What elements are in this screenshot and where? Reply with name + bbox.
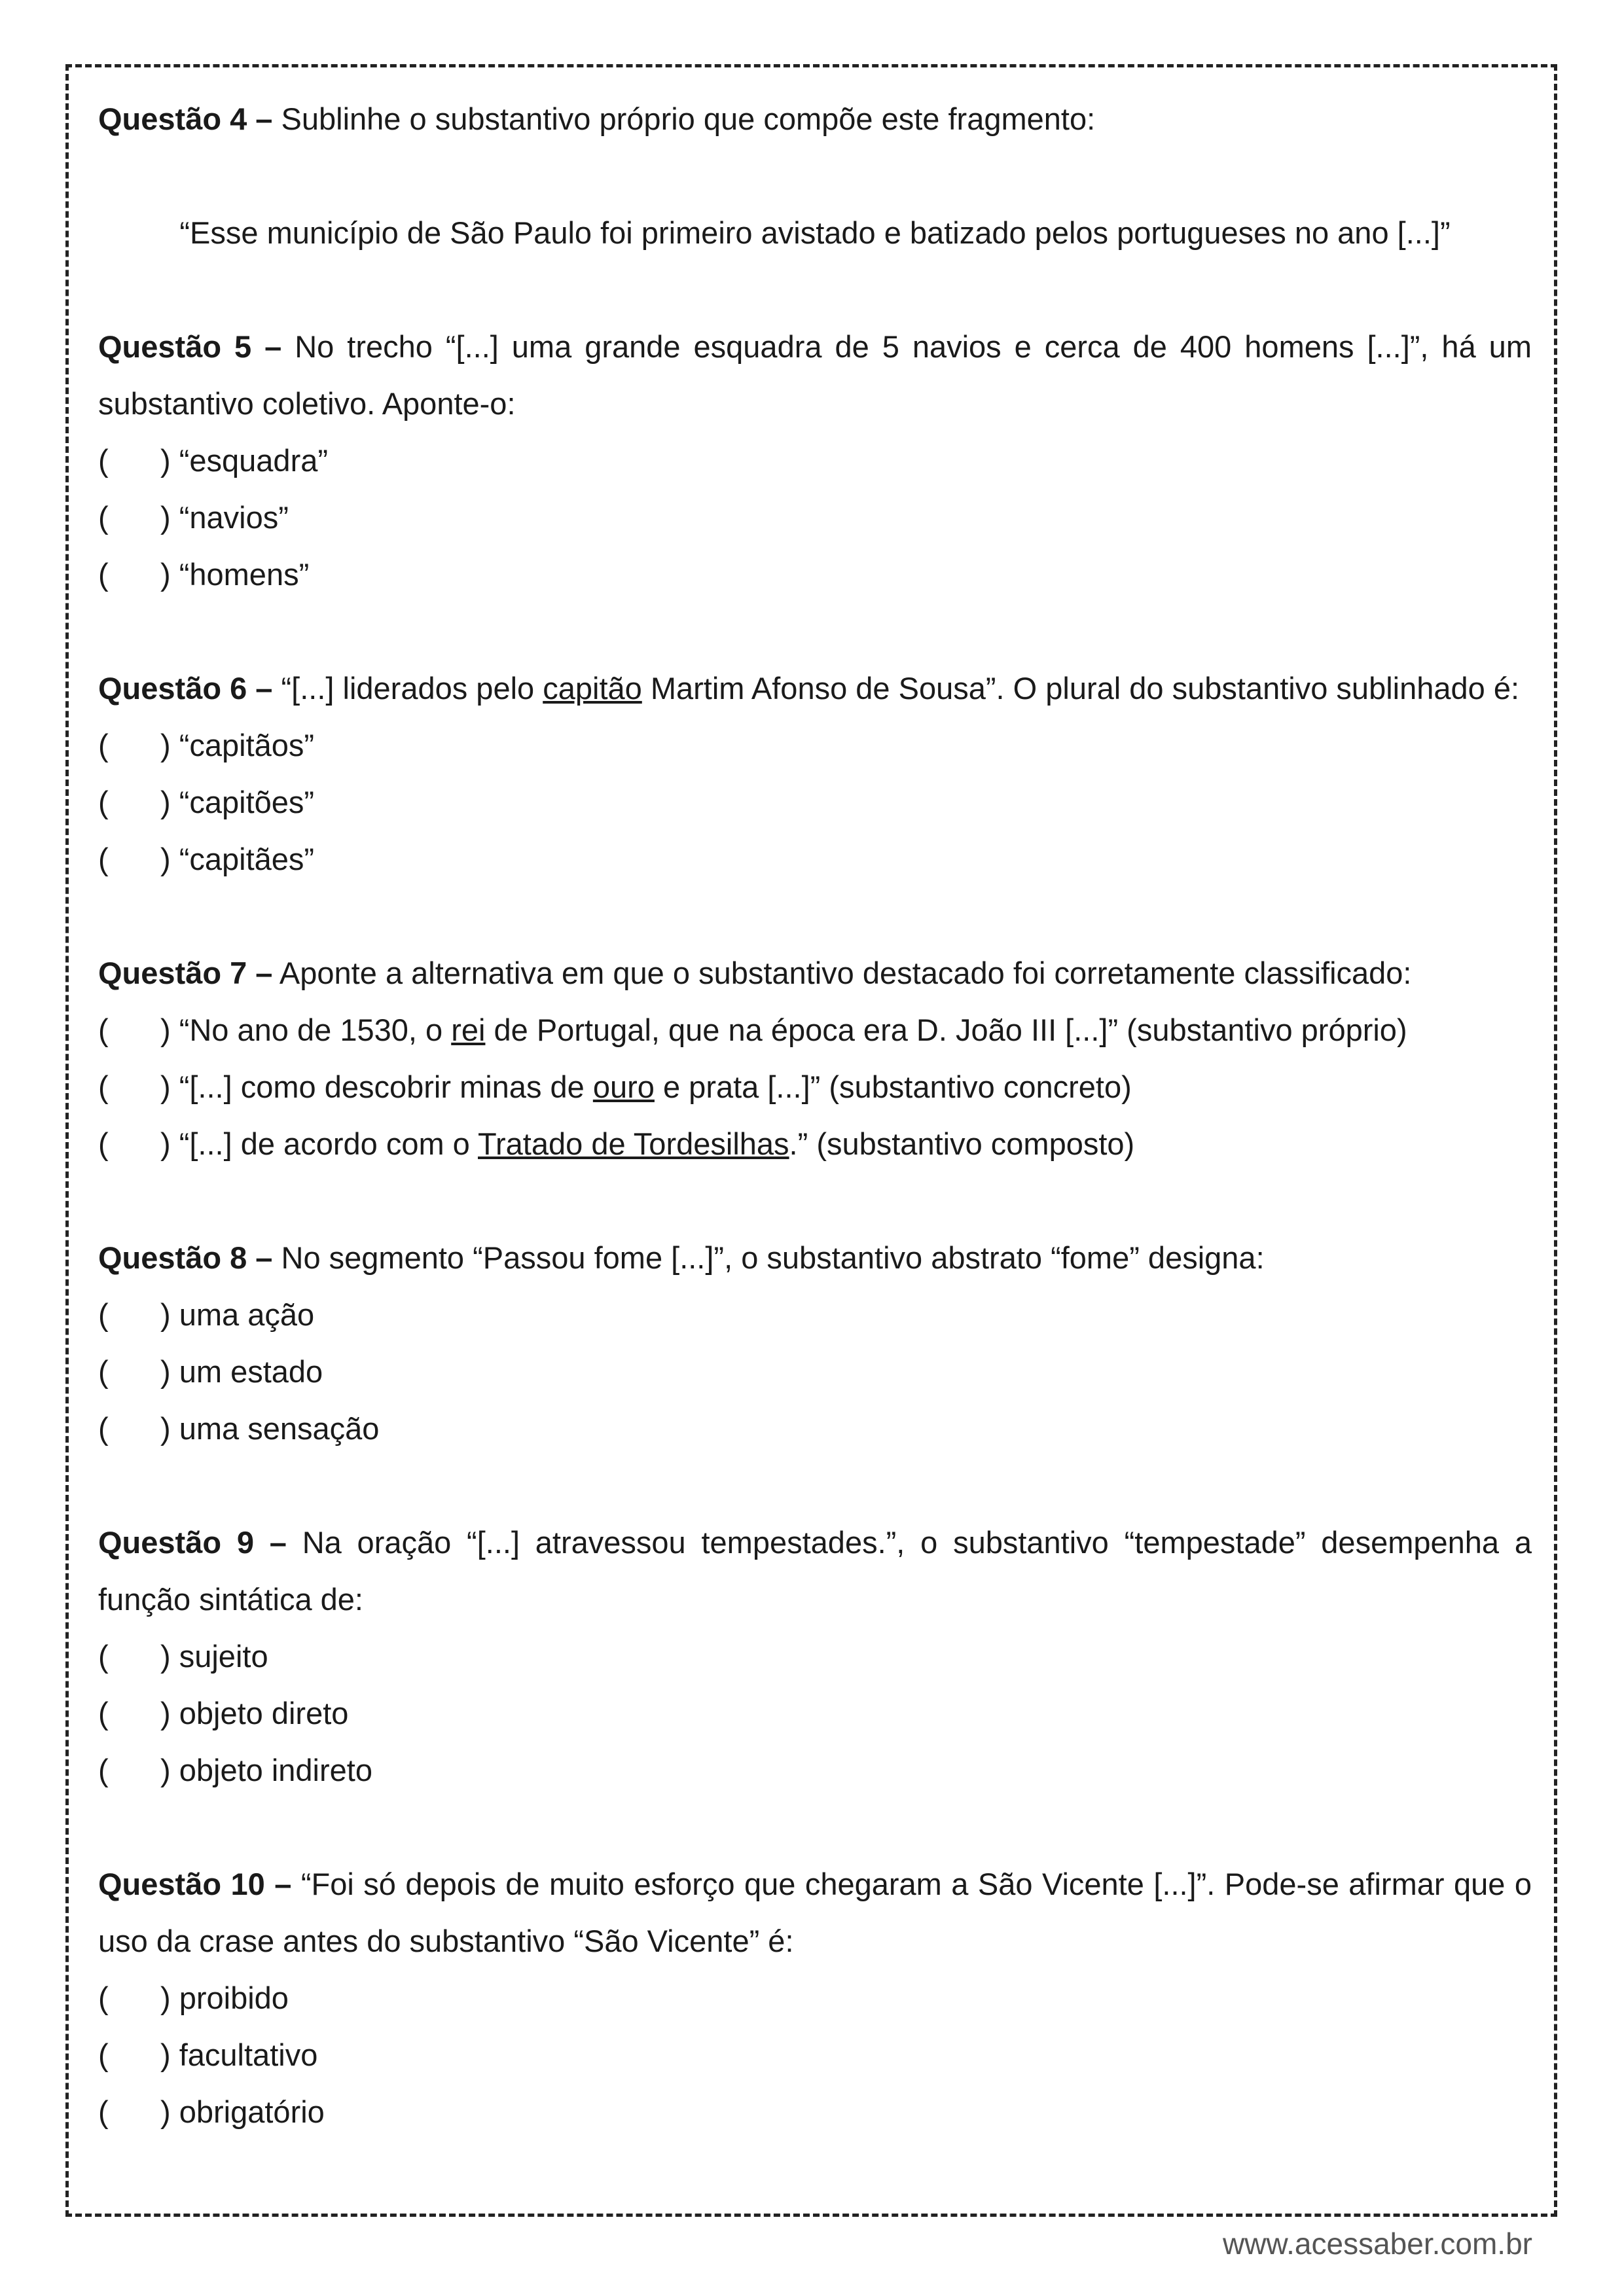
question-5-text: No trecho “[...] uma grande esquadra de 5 navios e cerca de 400 homens [...]”, há um substantivo coletivo. Aponte-o: (98, 329, 1532, 421)
option-label: uma ação (179, 1297, 315, 1332)
option-checkbox[interactable]: ( ) “homens” (98, 546, 1532, 603)
question-4-label: Questão 4 – (98, 101, 273, 136)
option-label: “[...] de acordo com o Tratado de Tordesilhas.” (substantivo composto) (179, 1126, 1135, 1161)
option-checkbox[interactable]: ( ) “[...] como descobrir minas de ouro e prata [...]” (substantivo concreto) (98, 1058, 1532, 1115)
question-7-label: Questão 7 – (98, 956, 273, 990)
question-8-text: No segmento “Passou fome [...]”, o substantivo abstrato “fome” designa: (272, 1240, 1265, 1275)
question-8-label: Questão 8 – (98, 1240, 273, 1275)
option-label: sujeito (179, 1639, 268, 1674)
option-checkbox[interactable]: ( ) “capitões” (98, 774, 1532, 831)
question-9-label: Questão 9 – (98, 1525, 287, 1560)
question-9-text: Na oração “[...] atravessou tempestades.”, o substantivo “tempestade” desempenha a função sintática de: (98, 1525, 1532, 1617)
option-checkbox[interactable]: ( ) “No ano de 1530, o rei de Portugal, que na época era D. João III [...]” (substantivo próprio) (98, 1001, 1532, 1058)
option-label: um estado (179, 1354, 323, 1389)
option-checkbox[interactable]: ( ) “esquadra” (98, 432, 1532, 489)
question-4-text: Sublinhe o substantivo próprio que compõe este fragmento: (272, 101, 1096, 136)
option-label: proibido (179, 1981, 289, 2015)
footer-website: www.acessaber.com.br (1223, 2227, 1532, 2261)
option-label: “capitões” (179, 785, 315, 819)
question-4 (98, 90, 1532, 147)
option-checkbox[interactable]: ( ) obrigatório (98, 2083, 1532, 2140)
option-label: uma sensação (179, 1411, 380, 1446)
question-5-label: Questão 5 – (98, 329, 282, 364)
option-label: “capitães” (179, 842, 315, 876)
option-label: “homens” (179, 557, 310, 592)
question-7-text: Aponte a alternativa em que o substantivo destacado foi corretamente classificado: (272, 956, 1412, 990)
question-10-text: “Foi só depois de muito esforço que chegaram a São Vicente [...]”. Pode-se afirmar que o uso da crase antes do substantivo “São Vicente” é: (98, 1867, 1532, 1958)
option-checkbox[interactable]: ( ) um estado (98, 1343, 1532, 1400)
option-label: objeto indireto (179, 1753, 372, 1787)
option-checkbox[interactable]: ( ) objeto indireto (98, 1742, 1532, 1799)
option-checkbox[interactable]: ( ) uma sensação (98, 1400, 1532, 1457)
option-label: “No ano de 1530, o rei de Portugal, que na época era D. João III [...]” (substantivo próprio) (179, 1013, 1407, 1047)
question-6-label: Questão 6 – (98, 671, 273, 706)
option-label: facultativo (179, 2037, 318, 2072)
question-4-quote: “Esse município de São Paulo foi primeiro avistado e batizado pelos portugueses no ano [...]” (179, 215, 1451, 250)
question-10-label: Questão 10 – (98, 1867, 292, 1901)
question-7 (98, 944, 1532, 1001)
option-checkbox[interactable]: ( ) uma ação (98, 1286, 1532, 1343)
option-label: objeto direto (179, 1696, 349, 1731)
question-5 (98, 318, 1532, 432)
option-checkbox[interactable]: ( ) “capitães” (98, 831, 1532, 888)
option-label: “esquadra” (179, 443, 329, 478)
question-10 (98, 1856, 1532, 1969)
option-checkbox[interactable]: ( ) “navios” (98, 489, 1532, 546)
option-label: “navios” (179, 500, 289, 535)
option-label: “[...] como descobrir minas de ouro e prata [...]” (substantivo concreto) (179, 1069, 1132, 1104)
question-9 (98, 1514, 1532, 1628)
option-checkbox[interactable]: ( ) facultativo (98, 2026, 1532, 2083)
option-label: obrigatório (179, 2094, 325, 2129)
option-checkbox[interactable]: ( ) objeto direto (98, 1685, 1532, 1742)
underlined-word: capitão (543, 671, 642, 706)
option-checkbox[interactable]: ( ) proibido (98, 1969, 1532, 2026)
option-checkbox[interactable]: ( ) “[...] de acordo com o Tratado de Tordesilhas.” (substantivo composto) (98, 1115, 1532, 1172)
question-8 (98, 1229, 1532, 1286)
worksheet-content (98, 90, 1532, 2140)
option-checkbox[interactable]: ( ) “capitãos” (98, 717, 1532, 774)
option-checkbox[interactable]: ( ) sujeito (98, 1628, 1532, 1685)
question-6: Questão 6 – “[...] liderados pelo capitão Martim Afonso de Sousa”. O plural do substantivo sublinhado é: (98, 671, 1520, 706)
option-label: “capitãos” (179, 728, 315, 762)
